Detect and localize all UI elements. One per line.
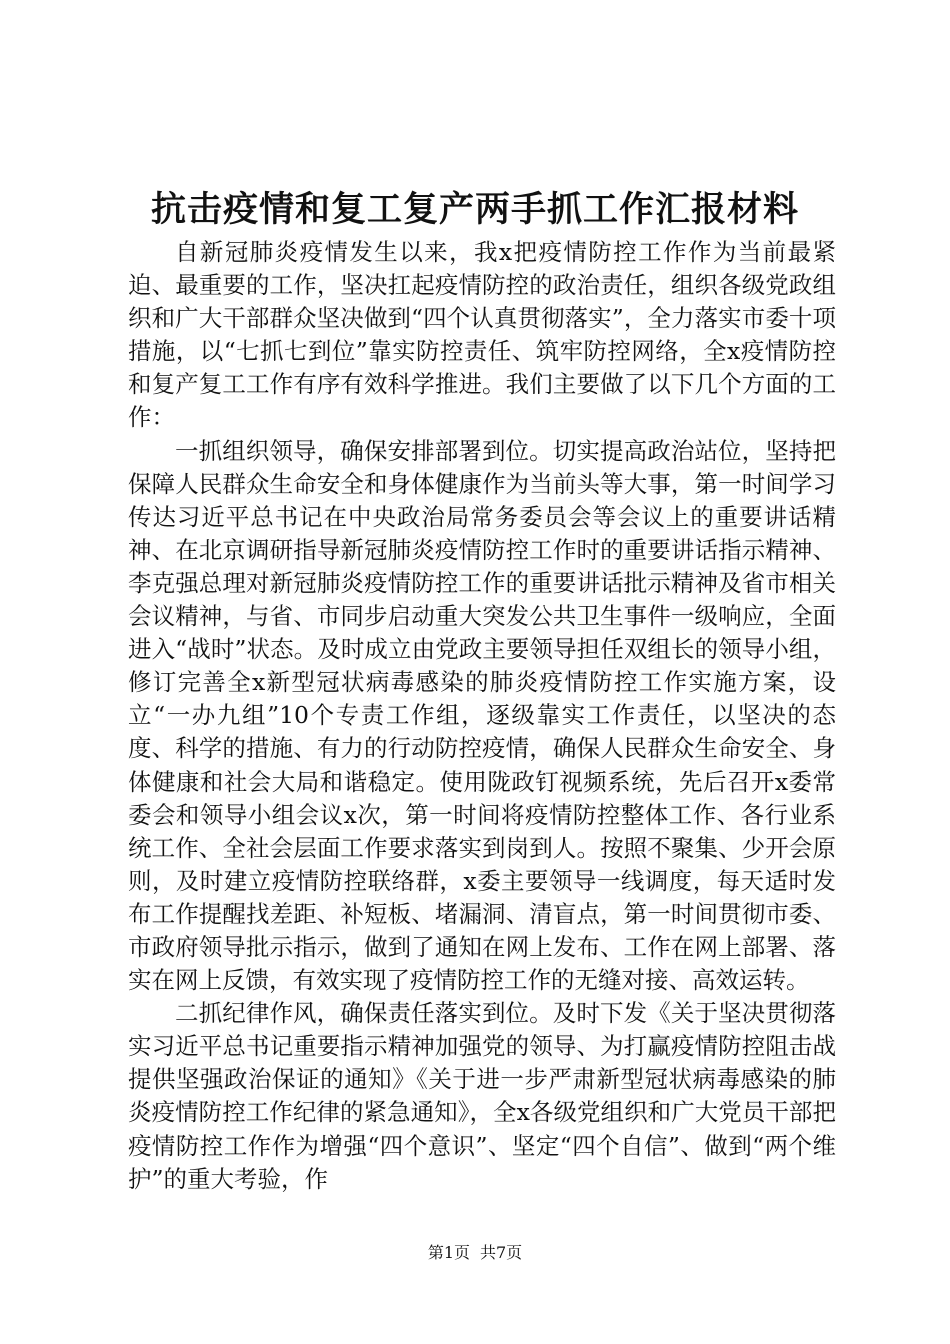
page-footer bbox=[0, 1243, 950, 1263]
document-title: 抗击疫情和复工复产两手抓工作汇报材料 bbox=[150, 189, 799, 230]
intro-paragraph: 自新冠肺炎疫情发生以来，我x把疫情防控工作作为当前最紧迫、最重要的工作，坚决扛起疫情防控的政治责任，组织各级党政组织和广大干部群众坚决做到“四个认真贯彻落实”，全力落实市委十项措施，以“七抓七到位”靠实防控责任、筑牢防控网络，全x疫情防控和复产复工工作有序有效科学推进。我们主要做了以下几个方面的工作： bbox=[128, 238, 836, 432]
page-total: 共7页 bbox=[480, 1243, 523, 1262]
section-2-paragraph: 二抓纪律作风，确保责任落实到位。及时下发《关于坚决贯彻落实习近平总书记重要指示精神加强党的领导、为打赢疫情防控阻击战提供坚强政治保证的通知》《关于进一步严肃新型冠状病毒感染的肺炎疫情防控工作纪律的紧急通知》，全x各级党组织和广大党员干部把疫情防控工作作为增强“四个意识”、坚定“四个自信”、做到“两个维护”的重大考验，作 bbox=[128, 999, 836, 1193]
section-1-paragraph: 一抓组织领导，确保安排部署到位。切实提高政治站位，坚持把保障人民群众生命安全和身体健康作为当前头等大事，第一时间学习传达习近平总书记在中央政治局常务委员会等会议上的重要讲话精神、在北京调研指导新冠肺炎疫情防控工作时的重要讲话指示精神、李克强总理对新冠肺炎疫情防控工作的重要讲话批示精神及省市相关会议精神，与省、市同步启动重大突发公共卫生事件一级响应，全面进入“战时”状态。及时成立由党政主要领导担任双组长的领导小组，修订完善全x新型冠状病毒感染的肺炎疫情防控工作实施方案，设立“一办九组”10个专责工作组，逐级靠实工作责任，以坚决的态度、科学的措施、有力的行动防控疫情，确保人民群众生命安全、身体健康和社会大局和谐稳定。使用陇政钉视频系统，先后召开x委常委会和领导小组会议x次，第一时间将疫情防控整体工作、各行业系统工作、全社会层面工作要求落实到岗到人。按照不聚集、少开会原则，及时建立疫情防控联络群，x委主要领导一线调度，每天适时发布工作提醒找差距、补短板、堵漏洞、清盲点，第一时间贯彻市委、市政府领导批示指示，做到了通知在网上发布、工作在网上部署、落实在网上反馈，有效实现了疫情防控工作的无缝对接、高效运转。 bbox=[128, 436, 836, 995]
document-body bbox=[128, 236, 836, 1196]
page-number: 第1页 bbox=[427, 1243, 470, 1262]
